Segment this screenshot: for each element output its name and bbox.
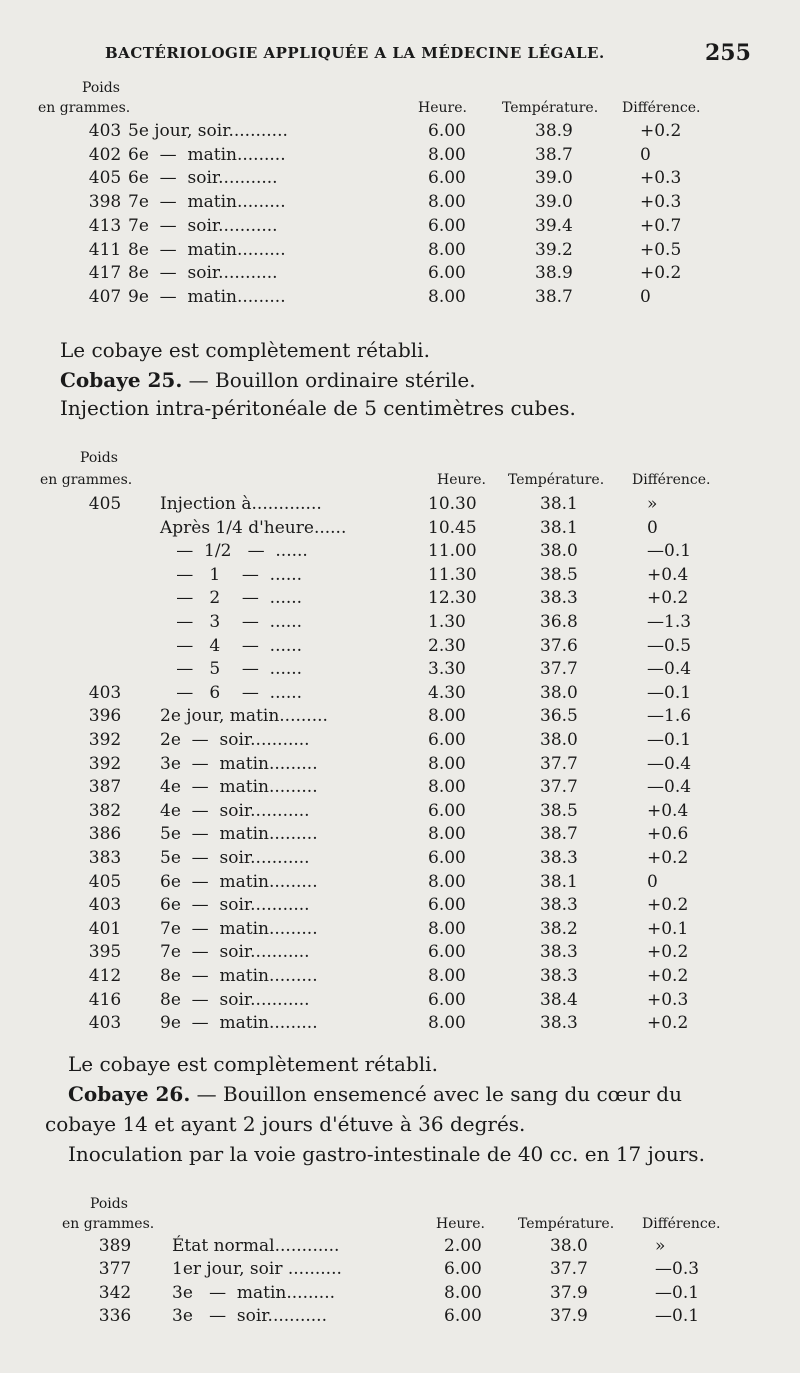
paragraph-cobaye-26 [68,1082,682,1106]
paragraph-cobaye-25 [60,368,476,392]
difference-cell: +0.3 [640,192,682,213]
poids-cell: 396 [88,706,122,727]
difference-cell: 0 [640,286,651,307]
description-cell: 4e — soir........... [160,800,310,821]
difference-cell: +0.5 [640,239,682,260]
difference-cell: —0.1 [647,730,692,750]
poids-cell: 405 [88,494,122,514]
col-temperature-label: Température. [502,100,599,116]
table-row [0,216,800,240]
poids-cell: 405 [88,871,122,892]
table-row [0,730,800,754]
description-cell: 2e — soir........... [160,730,310,750]
difference-cell: +0.4 [647,564,689,585]
table-row [0,801,800,825]
description-cell: — 5 — ...... [160,659,303,680]
temperature-cell: 38.0 [540,541,578,562]
heure-cell: 8.00 [428,192,466,213]
table-row [0,824,800,848]
difference-cell: —0.1 [655,1282,700,1303]
heure-cell: 8.00 [428,824,466,845]
page-header [0,40,800,70]
running-title: BACTÉRIOLOGIE APPLIQUÉE A LA MÉDECINE LÉGALE. [105,44,605,62]
heure-cell: 11.30 [428,564,477,585]
description-cell: 3e — soir........... [172,1305,327,1326]
temperature-cell: 38.3 [540,966,578,986]
temperature-cell: 37.7 [540,753,578,774]
table-row [0,966,800,990]
table-row [0,263,800,287]
temperature-cell: 36.5 [540,706,578,727]
description-cell: 5e — matin......... [160,824,318,845]
description-cell: 6e — soir........... [160,895,310,916]
heure-cell: 12.30 [428,588,477,609]
difference-cell: +0.2 [640,263,682,284]
difference-cell: —0.1 [655,1305,700,1326]
table-row [0,145,800,169]
table-row [0,872,800,896]
description-cell: 8e — soir........... [160,989,310,1010]
poids-cell: 416 [88,989,122,1010]
description-cell: — 1/2 — ...... [160,541,308,562]
heure-cell: 3.30 [428,659,466,680]
heure-cell: 6.00 [428,848,466,868]
poids-cell: 387 [88,777,122,798]
temperature-cell: 39.0 [535,192,573,213]
description-cell: — 6 — ...... [160,682,303,703]
heure-cell: 8.00 [428,1013,466,1034]
temperature-cell: 39.0 [535,168,573,189]
col-heure-label: Heure. [436,1216,485,1232]
temperature-cell: 38.0 [540,730,578,750]
temperature-cell: 39.2 [535,239,573,260]
table-row [0,919,800,943]
table-row [0,287,800,311]
col-poids-label: Poids [82,80,120,96]
paragraph-injection: Injection intra-péritonéale de 5 centimètres cubes. [60,396,576,420]
col-heure-label: Heure. [437,472,486,488]
difference-cell: +0.3 [640,168,682,189]
col-poids-label: Poids [80,450,118,466]
difference-cell: +0.2 [647,895,689,916]
poids-cell: 411 [88,239,122,260]
heure-cell: 6.00 [428,800,466,821]
description-cell: 4e — matin......... [160,777,318,798]
heure-cell: 10.30 [428,494,477,514]
table-row [0,990,800,1014]
description-cell: — 2 — ...... [160,588,303,609]
poids-cell: 386 [88,824,122,845]
temperature-cell: 37.9 [550,1282,588,1303]
difference-cell: —0.4 [647,777,692,798]
description-cell: 5e jour, soir........... [128,121,288,141]
description-cell: 8e — soir........... [128,263,278,284]
difference-cell: 0 [647,871,658,892]
difference-cell: +0.2 [647,942,689,963]
table-row [0,848,800,872]
poids-cell: 389 [98,1236,132,1256]
cobaye-26-title: Cobaye 26. [68,1082,191,1106]
difference-cell: » [655,1236,666,1256]
description-cell: 8e — matin......... [160,966,318,986]
cobaye-25-text: — Bouillon ordinaire stérile. [182,368,476,392]
poids-cell: 403 [88,121,122,141]
description-cell: 3e — matin......... [160,753,318,774]
col-difference-label: Différence. [622,100,701,116]
temperature-cell: 38.7 [535,286,573,307]
description-cell: 3e — matin......... [172,1282,336,1303]
difference-cell: 0 [647,517,658,538]
table-row [0,541,800,565]
difference-cell: —0.3 [655,1259,700,1280]
heure-cell: 6.00 [428,989,466,1010]
heure-cell: 6.00 [444,1305,482,1326]
heure-cell: 8.00 [428,871,466,892]
description-cell: 5e — soir........... [160,848,310,868]
temperature-cell: 38.3 [540,942,578,963]
heure-cell: 8.00 [428,966,466,986]
table-row [0,777,800,801]
table-row [0,518,800,542]
description-cell: 6e — soir........... [128,168,278,189]
temperature-cell: 38.3 [540,1013,578,1034]
temperature-cell: 38.9 [535,263,573,284]
table-row [0,1236,800,1260]
paragraph-cobaye-14: cobaye 14 et ayant 2 jours d'étuve à 36 degrés. [45,1112,526,1136]
col-difference-label: Différence. [632,472,711,488]
poids-cell: 336 [98,1305,132,1326]
cobaye-25-title: Cobaye 25. [60,368,183,392]
poids-cell: 401 [88,918,122,939]
table-row [0,683,800,707]
cobaye-26-text: — Bouillon ensemencé avec le sang du cœur du [190,1082,682,1106]
table-row [0,659,800,683]
temperature-cell: 37.7 [540,659,578,680]
difference-cell: +0.3 [647,989,689,1010]
poids-cell: 417 [88,263,122,284]
page-number: 255 [705,40,751,66]
table-row [0,1283,800,1307]
difference-cell: —1.3 [647,612,692,632]
temperature-cell: 37.6 [540,635,578,656]
temperature-cell: 38.1 [540,871,578,892]
heure-cell: 8.00 [428,753,466,774]
difference-cell: —0.4 [647,753,692,774]
description-cell: 7e — soir........... [160,942,310,963]
heure-cell: 6.00 [428,263,466,284]
description-cell: 6e — matin......... [160,871,318,892]
description-cell: — 1 — ...... [160,564,303,585]
table-row [0,121,800,145]
description-cell: État normal............ [172,1236,340,1256]
temperature-cell: 38.5 [540,564,578,585]
description-cell: Injection à............. [160,494,322,514]
description-cell: 8e — matin......... [128,239,286,260]
difference-cell: +0.2 [647,588,689,609]
temperature-cell: 37.7 [540,777,578,798]
heure-cell: 2.30 [428,635,466,656]
table-row [0,612,800,636]
heure-cell: 8.00 [428,777,466,798]
description-cell: — 3 — ...... [160,612,303,632]
temperature-cell: 38.2 [540,918,578,939]
temperature-cell: 39.4 [535,215,573,236]
col-heure-label: Heure. [418,100,467,116]
temperature-cell: 38.3 [540,588,578,609]
description-cell: 6e — matin......... [128,144,286,165]
heure-cell: 6.00 [428,215,466,236]
difference-cell: —0.4 [647,659,692,680]
paragraph-retabli-2: Le cobaye est complètement rétabli. [68,1052,438,1076]
table-row [0,168,800,192]
difference-cell: +0.2 [647,848,689,868]
col-grammes-label: en grammes. [38,100,131,116]
poids-cell: 412 [88,966,122,986]
temperature-cell: 36.8 [540,612,578,632]
description-cell: 9e — matin......... [160,1013,318,1034]
heure-cell: 8.00 [428,144,466,165]
temperature-cell: 38.9 [535,121,573,141]
temperature-cell: 38.5 [540,800,578,821]
difference-cell: +0.7 [640,215,682,236]
poids-cell: 392 [88,730,122,750]
temperature-cell: 38.1 [540,494,578,514]
poids-cell: 377 [98,1259,132,1280]
col-temperature-label: Température. [518,1216,615,1232]
heure-cell: 4.30 [428,682,466,703]
heure-cell: 2.00 [444,1236,482,1256]
description-cell: — 4 — ...... [160,635,303,656]
col-poids-label: Poids [90,1196,128,1212]
table-row [0,754,800,778]
description-cell: 7e — matin......... [160,918,318,939]
heure-cell: 8.00 [428,706,466,727]
heure-cell: 8.00 [428,918,466,939]
heure-cell: 6.00 [428,121,466,141]
difference-cell: » [647,494,658,514]
difference-cell: —0.5 [647,635,692,656]
heure-cell: 8.00 [444,1282,482,1303]
description-cell: 2e jour, matin......... [160,706,328,727]
heure-cell: 11.00 [428,541,477,562]
difference-cell: +0.6 [647,824,689,845]
table-row [0,494,800,518]
description-cell: 1er jour, soir .......... [172,1259,342,1280]
heure-cell: 1.30 [428,612,466,632]
difference-cell: +0.2 [640,121,682,141]
table-row [0,942,800,966]
poids-cell: 403 [88,682,122,703]
difference-cell: +0.4 [647,800,689,821]
table-row [0,895,800,919]
poids-cell: 383 [88,848,122,868]
heure-cell: 6.00 [428,942,466,963]
temperature-cell: 38.3 [540,848,578,868]
difference-cell: —0.1 [647,682,692,703]
table-row [0,565,800,589]
table-row [0,706,800,730]
table-row [0,240,800,264]
col-grammes-label: en grammes. [62,1216,155,1232]
poids-cell: 407 [88,286,122,307]
poids-cell: 403 [88,895,122,916]
difference-cell: —0.1 [647,541,692,562]
temperature-cell: 38.0 [550,1236,588,1256]
temperature-cell: 38.1 [540,517,578,538]
heure-cell: 6.00 [428,168,466,189]
poids-cell: 342 [98,1282,132,1303]
col-grammes-label: en grammes. [40,472,133,488]
heure-cell: 8.00 [428,286,466,307]
table-row [0,1013,800,1037]
heure-cell: 6.00 [428,730,466,750]
table-row [0,1259,800,1283]
heure-cell: 6.00 [428,895,466,916]
poids-cell: 382 [88,800,122,821]
table-row [0,588,800,612]
difference-cell: —1.6 [647,706,692,727]
table-row [0,636,800,660]
description-cell: 9e — matin......... [128,286,286,307]
temperature-cell: 37.7 [550,1259,588,1280]
heure-cell: 10.45 [428,517,477,538]
table-row [0,192,800,216]
poids-cell: 405 [88,168,122,189]
poids-cell: 392 [88,753,122,774]
difference-cell: 0 [640,144,651,165]
description-cell: 7e — soir........... [128,215,278,236]
paragraph-retabli-1: Le cobaye est complètement rétabli. [60,338,430,362]
temperature-cell: 38.4 [540,989,578,1010]
col-difference-label: Différence. [642,1216,721,1232]
description-cell: 7e — matin......... [128,192,286,213]
poids-cell: 413 [88,215,122,236]
poids-cell: 402 [88,144,122,165]
heure-cell: 6.00 [444,1259,482,1280]
temperature-cell: 38.3 [540,895,578,916]
temperature-cell: 38.0 [540,682,578,703]
temperature-cell: 38.7 [535,144,573,165]
heure-cell: 8.00 [428,239,466,260]
difference-cell: +0.2 [647,1013,689,1034]
poids-cell: 398 [88,192,122,213]
paragraph-inoculation: Inoculation par la voie gastro-intestinale de 40 cc. en 17 jours. [68,1142,705,1166]
table-row [0,1306,800,1330]
poids-cell: 395 [88,942,122,963]
temperature-cell: 37.9 [550,1305,588,1326]
difference-cell: +0.1 [647,918,689,939]
poids-cell: 403 [88,1013,122,1034]
temperature-cell: 38.7 [540,824,578,845]
col-temperature-label: Température. [508,472,605,488]
difference-cell: +0.2 [647,966,689,986]
description-cell: Après 1/4 d'heure...... [160,517,347,538]
